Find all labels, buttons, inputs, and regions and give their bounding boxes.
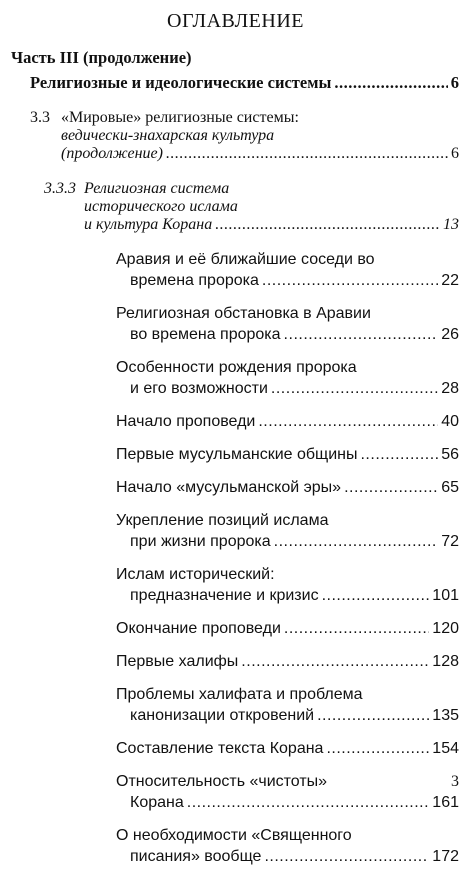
toc-entry-title-line: Особенности рождения пророка	[116, 359, 357, 376]
toc-entry-page: 22	[441, 272, 459, 289]
toc-entry[interactable]	[116, 651, 459, 672]
toc-entry-last-line	[116, 531, 459, 552]
toc-entry[interactable]	[116, 444, 459, 465]
toc-entry[interactable]	[116, 684, 459, 726]
toc-entry-title-line: и культура Корана	[84, 216, 213, 233]
toc-entry-section-3-3[interactable]	[30, 109, 459, 163]
toc-entry-last-line	[116, 618, 459, 639]
dot-leader	[166, 145, 448, 163]
toc-entry-title: времена пророка	[130, 272, 259, 289]
toc-entry-title: Окончание проповеди	[116, 620, 281, 637]
toc-entry-page: 72	[441, 533, 459, 550]
dot-leader	[334, 73, 447, 93]
dot-leader	[317, 705, 429, 726]
part-heading: Часть III (продолжение)	[11, 48, 192, 67]
toc-entry-title-line: Относительность «чистоты»	[116, 773, 328, 790]
toc-entry[interactable]	[116, 477, 459, 498]
toc-entry-last-line	[116, 651, 459, 672]
toc-entry[interactable]	[116, 303, 459, 345]
toc-entry-page: 28	[441, 380, 459, 397]
toc-entry-page: 26	[441, 326, 459, 343]
toc-entry-page: 6	[450, 73, 459, 92]
dot-leader	[241, 651, 429, 672]
toc-entry-title: во времена пророка	[130, 326, 281, 343]
toc-entry[interactable]	[116, 564, 459, 606]
dot-leader	[322, 585, 430, 606]
toc-entry-page: 56	[441, 446, 459, 463]
toc-entry-page: 161	[432, 794, 459, 811]
page-title: ОГЛАВЛЕНИЕ	[167, 10, 304, 32]
toc-entry[interactable]	[116, 618, 459, 639]
toc-entry-last-line	[116, 270, 459, 291]
toc-entry-last-line	[84, 216, 459, 234]
toc-entry-last-line	[116, 792, 459, 813]
toc-entry[interactable]	[116, 510, 459, 552]
toc-entry-title: предназначение и кризис	[130, 587, 319, 604]
toc-entry-title-line: исторического ислама	[84, 198, 238, 215]
toc-entry-last-line	[116, 477, 459, 498]
toc-entry-last-line	[116, 585, 459, 606]
toc-entry-page: 135	[432, 707, 459, 724]
dot-leader	[326, 738, 429, 759]
dot-leader	[271, 378, 438, 399]
toc-entry-last-line	[116, 411, 459, 432]
dot-leader	[215, 216, 440, 234]
toc-entry-last-line	[116, 738, 459, 759]
toc-entry-title-line: Религиозная система	[84, 180, 230, 197]
toc-entry-title-line: О необходимости «Священного	[116, 827, 352, 844]
section-number: 3.3	[30, 109, 50, 126]
toc-entry-title: писания» вообще	[130, 848, 262, 865]
toc-entry[interactable]	[116, 249, 459, 291]
toc-entry[interactable]	[116, 771, 459, 813]
toc-entry-title: канонизации откровений	[130, 707, 315, 724]
toc-entry-section-3-3-3[interactable]	[44, 180, 459, 234]
toc-entry-title: и его возможности	[130, 380, 268, 397]
toc-entry[interactable]	[116, 738, 459, 759]
page-number: 3	[451, 773, 459, 790]
toc-subentries-list	[116, 249, 459, 879]
toc-entry-last-line	[61, 145, 459, 163]
toc-entry-title-line: Укрепление позиций ислама	[116, 512, 329, 529]
toc-entry-title-line: Религиозная обстановка в Аравии	[116, 305, 371, 322]
toc-entry-title-line: Проблемы халифата и проблема	[116, 686, 363, 703]
toc-entry-title-line: Аравия и её ближайшие соседи во	[116, 251, 375, 268]
toc-entry-title: Начало «мусульманской эры»	[116, 479, 342, 496]
toc-entry-last-line	[116, 846, 459, 867]
toc-entry[interactable]	[116, 357, 459, 399]
toc-entry-title: Первые мусульманские общины	[116, 446, 358, 463]
toc-entry-page: 128	[432, 653, 459, 670]
toc-entry[interactable]	[116, 411, 459, 432]
toc-entry-title: Корана	[130, 794, 184, 811]
toc-entry-title-line: «Мировые» религиозные системы:	[61, 109, 299, 126]
dot-leader	[264, 846, 429, 867]
toc-entry-page: 172	[432, 848, 459, 865]
toc-entry-title-line: ведически-знахарская культура	[61, 127, 275, 144]
dot-leader	[258, 411, 438, 432]
section-number: 3.3.3	[44, 180, 76, 197]
dot-leader	[262, 270, 438, 291]
dot-leader	[360, 444, 438, 465]
toc-entry-page: 13	[443, 216, 459, 233]
toc-entry-page: 101	[432, 587, 459, 604]
toc-entry-last-line	[116, 705, 459, 726]
dot-leader	[284, 618, 429, 639]
toc-entry-last-line	[116, 324, 459, 345]
toc-entry-page: 65	[441, 479, 459, 496]
toc-entry-page: 40	[441, 413, 459, 430]
toc-entry-main-section[interactable]	[30, 73, 459, 93]
dot-leader	[344, 477, 438, 498]
toc-entry-page: 6	[451, 145, 459, 162]
toc-entry[interactable]	[116, 825, 459, 867]
toc-entry-title: Первые халифы	[116, 653, 239, 670]
toc-entry-page: 120	[432, 620, 459, 637]
toc-entry-title-line: (продолжение)	[61, 145, 163, 162]
toc-entry-title: Религиозные и идеологические системы	[30, 73, 332, 92]
dot-leader	[274, 531, 439, 552]
dot-leader	[187, 792, 430, 813]
toc-entry-last-line	[116, 378, 459, 399]
toc-entry-title-line: Ислам исторический:	[116, 566, 275, 583]
dot-leader	[284, 324, 439, 345]
toc-entry-last-line	[116, 444, 459, 465]
toc-entry-title: Начало проповеди	[116, 413, 256, 430]
toc-entry-title: при жизни пророка	[130, 533, 271, 550]
toc-entry-page: 154	[432, 740, 459, 757]
toc-entry-title: Составление текста Корана	[116, 740, 324, 757]
